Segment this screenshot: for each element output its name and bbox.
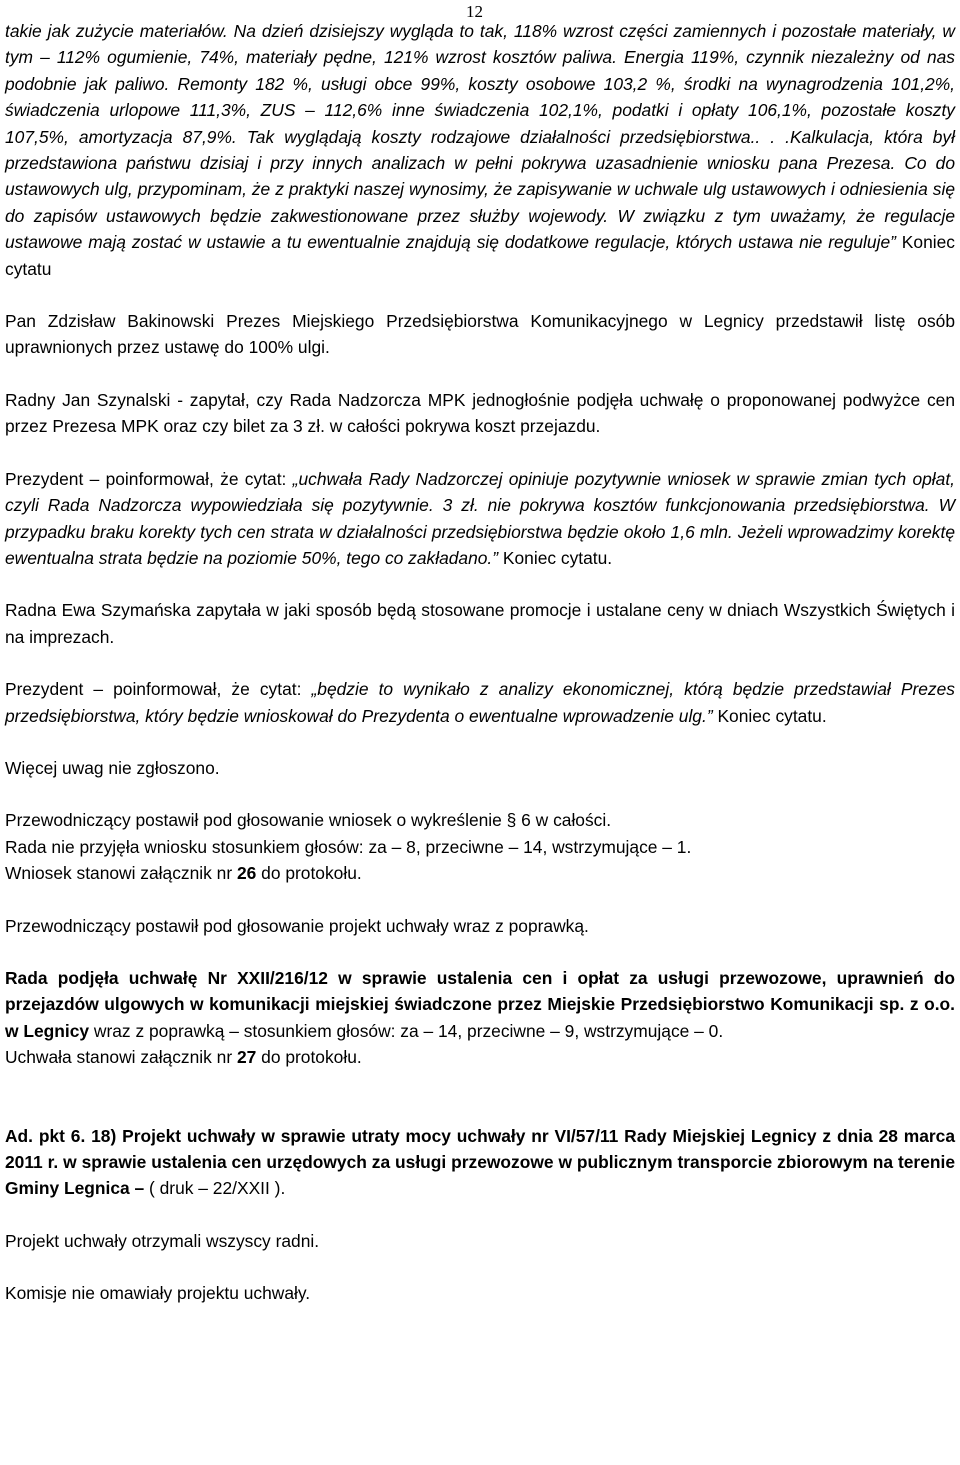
attachment-note (5, 860, 955, 886)
paragraph-bakinowski: Pan Zdzisław Bakinowski Prezes Miejskiego Przedsiębiorstwa Komunikacyjnego w Legnicy przedstawił listę osób uprawnionych przez ustawę do 100% ulgi. (5, 311, 955, 358)
agenda-item-heading (5, 1123, 955, 1202)
paragraph-prezydent-2 (5, 676, 955, 729)
quote-end: Koniec cytatu. (498, 547, 613, 568)
italic-quote: takie jak zużycie materiałów. Na dzień dzisiejszy wygląda to tak, 118% wzrost części zamiennych i pozostałe materiały, w tym – 112% ogumienie, 74%, materiały pędne, 121% wzrost kosztów paliwa. Energia 119%, czynnik niezależny od nas podobnie jak paliwo. Remonty 182 %, usługi obce 99%, koszty osobowe 103,2 %, środki na wynagrodzenia 101,2%, świadczenia urlopowe 111,3%, ZUS – 112,6% inne świadczenia 102,1%, podatki i opłaty 106,1%, pozostałe koszty 107,5%, amortyzacja 87,9%. Tak wyglądają koszty rodzajowe działalności przedsiębiorstwa.. . .Kalkulacja, która był przedstawiona państwu dzisiaj i przy innych analizach w pełni pokrywa uzasadnienie wniosku pana Prezesa. Co do ustawowych ulg, przypominam, że z praktyki naszej wynosimy, że zapisywanie w uchwale ulg ustawowych i odniesienia się do zapisów ustawowych będzie zakwestionowane przez służby wojewody. W związku z tym uważamy, że regulacje ustawowe mają zostać w ustawie a tu ewentualnie znajdują się dodatkowe regulacje, których ustawa nie reguluje” (5, 21, 955, 253)
attachment-text: Wniosek stanowi załącznik nr (5, 863, 237, 884)
speaker-lead: Prezydent – poinformował, że cytat: (5, 468, 293, 489)
page-number: 12 (466, 2, 483, 21)
vote-result: Rada nie przyjęła wniosku stosunkiem głosów: za – 8, przeciwne – 14, wstrzymujące – 1. (5, 836, 692, 857)
paragraph-vote-project: Przewodniczący postawił pod głosowanie projekt uchwały wraz z poprawką. (5, 915, 589, 936)
vote-motion: Przewodniczący postawił pod głosowanie wniosek o wykreślenie § 6 w całości. (5, 810, 612, 831)
paragraph-no-remarks: Więcej uwag nie zgłoszono. (5, 757, 220, 778)
resolution-adopted (5, 965, 955, 1044)
document-body (5, 18, 955, 1307)
resolution-vote: wraz z poprawką – stosunkiem głosów: za – 14, przeciwne – 9, wstrzymujące – 0. (89, 1020, 724, 1041)
agenda-item-print: ( druk – 22/XXII ). (144, 1178, 286, 1199)
paragraph-quote-continuation (5, 18, 955, 282)
resolution-title: Rada podjęła uchwałę Nr XXII/216/12 w sprawie ustalenia cen i opłat za usługi przewozowe, uprawnień do przejazdów ulgowych w komunikacji miejskiej świadczone przez Miejskie Przedsiębiorstwo Komunikacji sp. z o.o. w Legnicy (5, 967, 955, 1041)
italic-quote: „będzie to wynikało z analizy ekonomicznej, którą będzie przedstawiał Prezes przedsiębiorstwa, który będzie wnioskował do Prezydenta o ewentualne wprowadzenie ulg.” (5, 679, 955, 726)
paragraph-prezydent-1 (5, 466, 955, 572)
quote-end: Koniec cytatu (5, 232, 955, 279)
vote-block-amendment (5, 807, 955, 886)
paragraph-committees: Komisje nie omawiały projektu uchwały. (5, 1283, 311, 1304)
quote-end: Koniec cytatu. (712, 705, 827, 726)
attachment-number: 26 (236, 863, 257, 884)
paragraph-received: Projekt uchwały otrzymali wszyscy radni. (5, 1230, 320, 1251)
attachment-number: 27 (236, 1047, 257, 1068)
attachment-text: Uchwała stanowi załącznik nr (5, 1047, 237, 1068)
resolution-block (5, 965, 955, 1071)
attachment-note (5, 1044, 955, 1070)
attachment-text: do protokołu. (256, 1047, 362, 1068)
attachment-text: do protokołu. (256, 863, 362, 884)
speaker-lead: Prezydent – poinformował, że cytat: (5, 679, 312, 700)
italic-quote: „uchwała Rady Nadzorczej opiniuje pozytywnie wniosek w sprawie zmian tych opłat, czyli Rada Nadzorcza wypowiedziała się pozytywnie. 3 zł. nie pokrywa kosztów funkcjonowania przedsiębiorstwa. W przypadku braku korekty tych cen strata w działalności przedsiębiorstwa będzie około 1,6 mln. Jeżeli wprowadzimy korektę ewentualna strata będzie na poziomie 50%, tego co zakładano.” (5, 468, 955, 568)
paragraph-szymanska: Radna Ewa Szymańska zapytała w jaki sposób będą stosowane promocje i ustalane ceny w dniach Wszystkich Świętych i na imprezach. (5, 600, 955, 647)
paragraph-szynalski: Radny Jan Szynalski - zapytał, czy Rada Nadzorcza MPK jednogłośnie podjęła uchwałę o proponowanej podwyżce cen przez Prezesa MPK oraz czy bilet za 3 zł. w całości pokrywa koszt przejazdu. (5, 389, 955, 437)
agenda-item-title: Ad. pkt 6. 18) Projekt uchwały w sprawie utraty mocy uchwały nr VI/57/11 Rady Miejskiej Legnicy z dnia 28 marca 2011 r. w sprawie ustalenia cen urzędowych za usługi przewozowe w publicznym transporcie zbiorowym na terenie Gminy Legnica – (5, 1125, 955, 1199)
